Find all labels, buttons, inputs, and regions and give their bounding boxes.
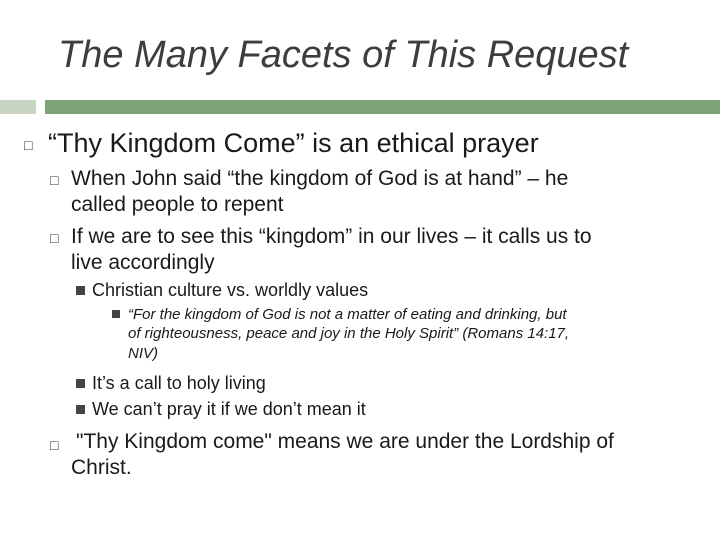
sub-bullet-icon: □ xyxy=(50,172,59,188)
title-rule-left xyxy=(0,100,36,114)
level2-text: It’s a call to holy living xyxy=(92,373,266,393)
title-rule-right xyxy=(45,100,720,114)
quote-text-cont: NIV) xyxy=(128,345,158,362)
bullet-icon: □ xyxy=(50,437,59,453)
square-bullet-icon xyxy=(76,286,85,295)
bullet-text: "Thy Kingdom come" means we are under the Lordship of xyxy=(76,430,614,453)
bullet-icon: □ xyxy=(24,137,33,153)
level2-text: Christian culture vs. worldly values xyxy=(92,280,369,300)
sub-bullet-text-cont: called people to repent xyxy=(71,193,284,216)
slide-title: The Many Facets of This Request xyxy=(58,34,629,76)
sub-bullet-text-cont: live accordingly xyxy=(71,251,215,274)
square-bullet-icon xyxy=(76,405,85,414)
sub-bullet-text: When John said “the kingdom of God is at hand” – he xyxy=(71,167,569,190)
sub-bullet-icon: □ xyxy=(50,230,59,246)
quote-text-cont: of righteousness, peace and joy in the Holy Spirit” (Romans 14:17, xyxy=(128,325,570,342)
square-bullet-icon xyxy=(76,379,85,388)
level2-text: We can’t pray it if we don’t mean it xyxy=(92,399,366,419)
bullet-text-cont: Christ. xyxy=(71,456,132,479)
quote-text: “For the kingdom of God is not a matter of eating and drinking, but xyxy=(128,306,567,323)
sub-bullet-text: If we are to see this “kingdom” in our lives – it calls us to xyxy=(71,225,592,248)
square-bullet-icon xyxy=(112,310,120,318)
bullet-text: “Thy Kingdom Come” is an ethical prayer xyxy=(48,128,539,158)
